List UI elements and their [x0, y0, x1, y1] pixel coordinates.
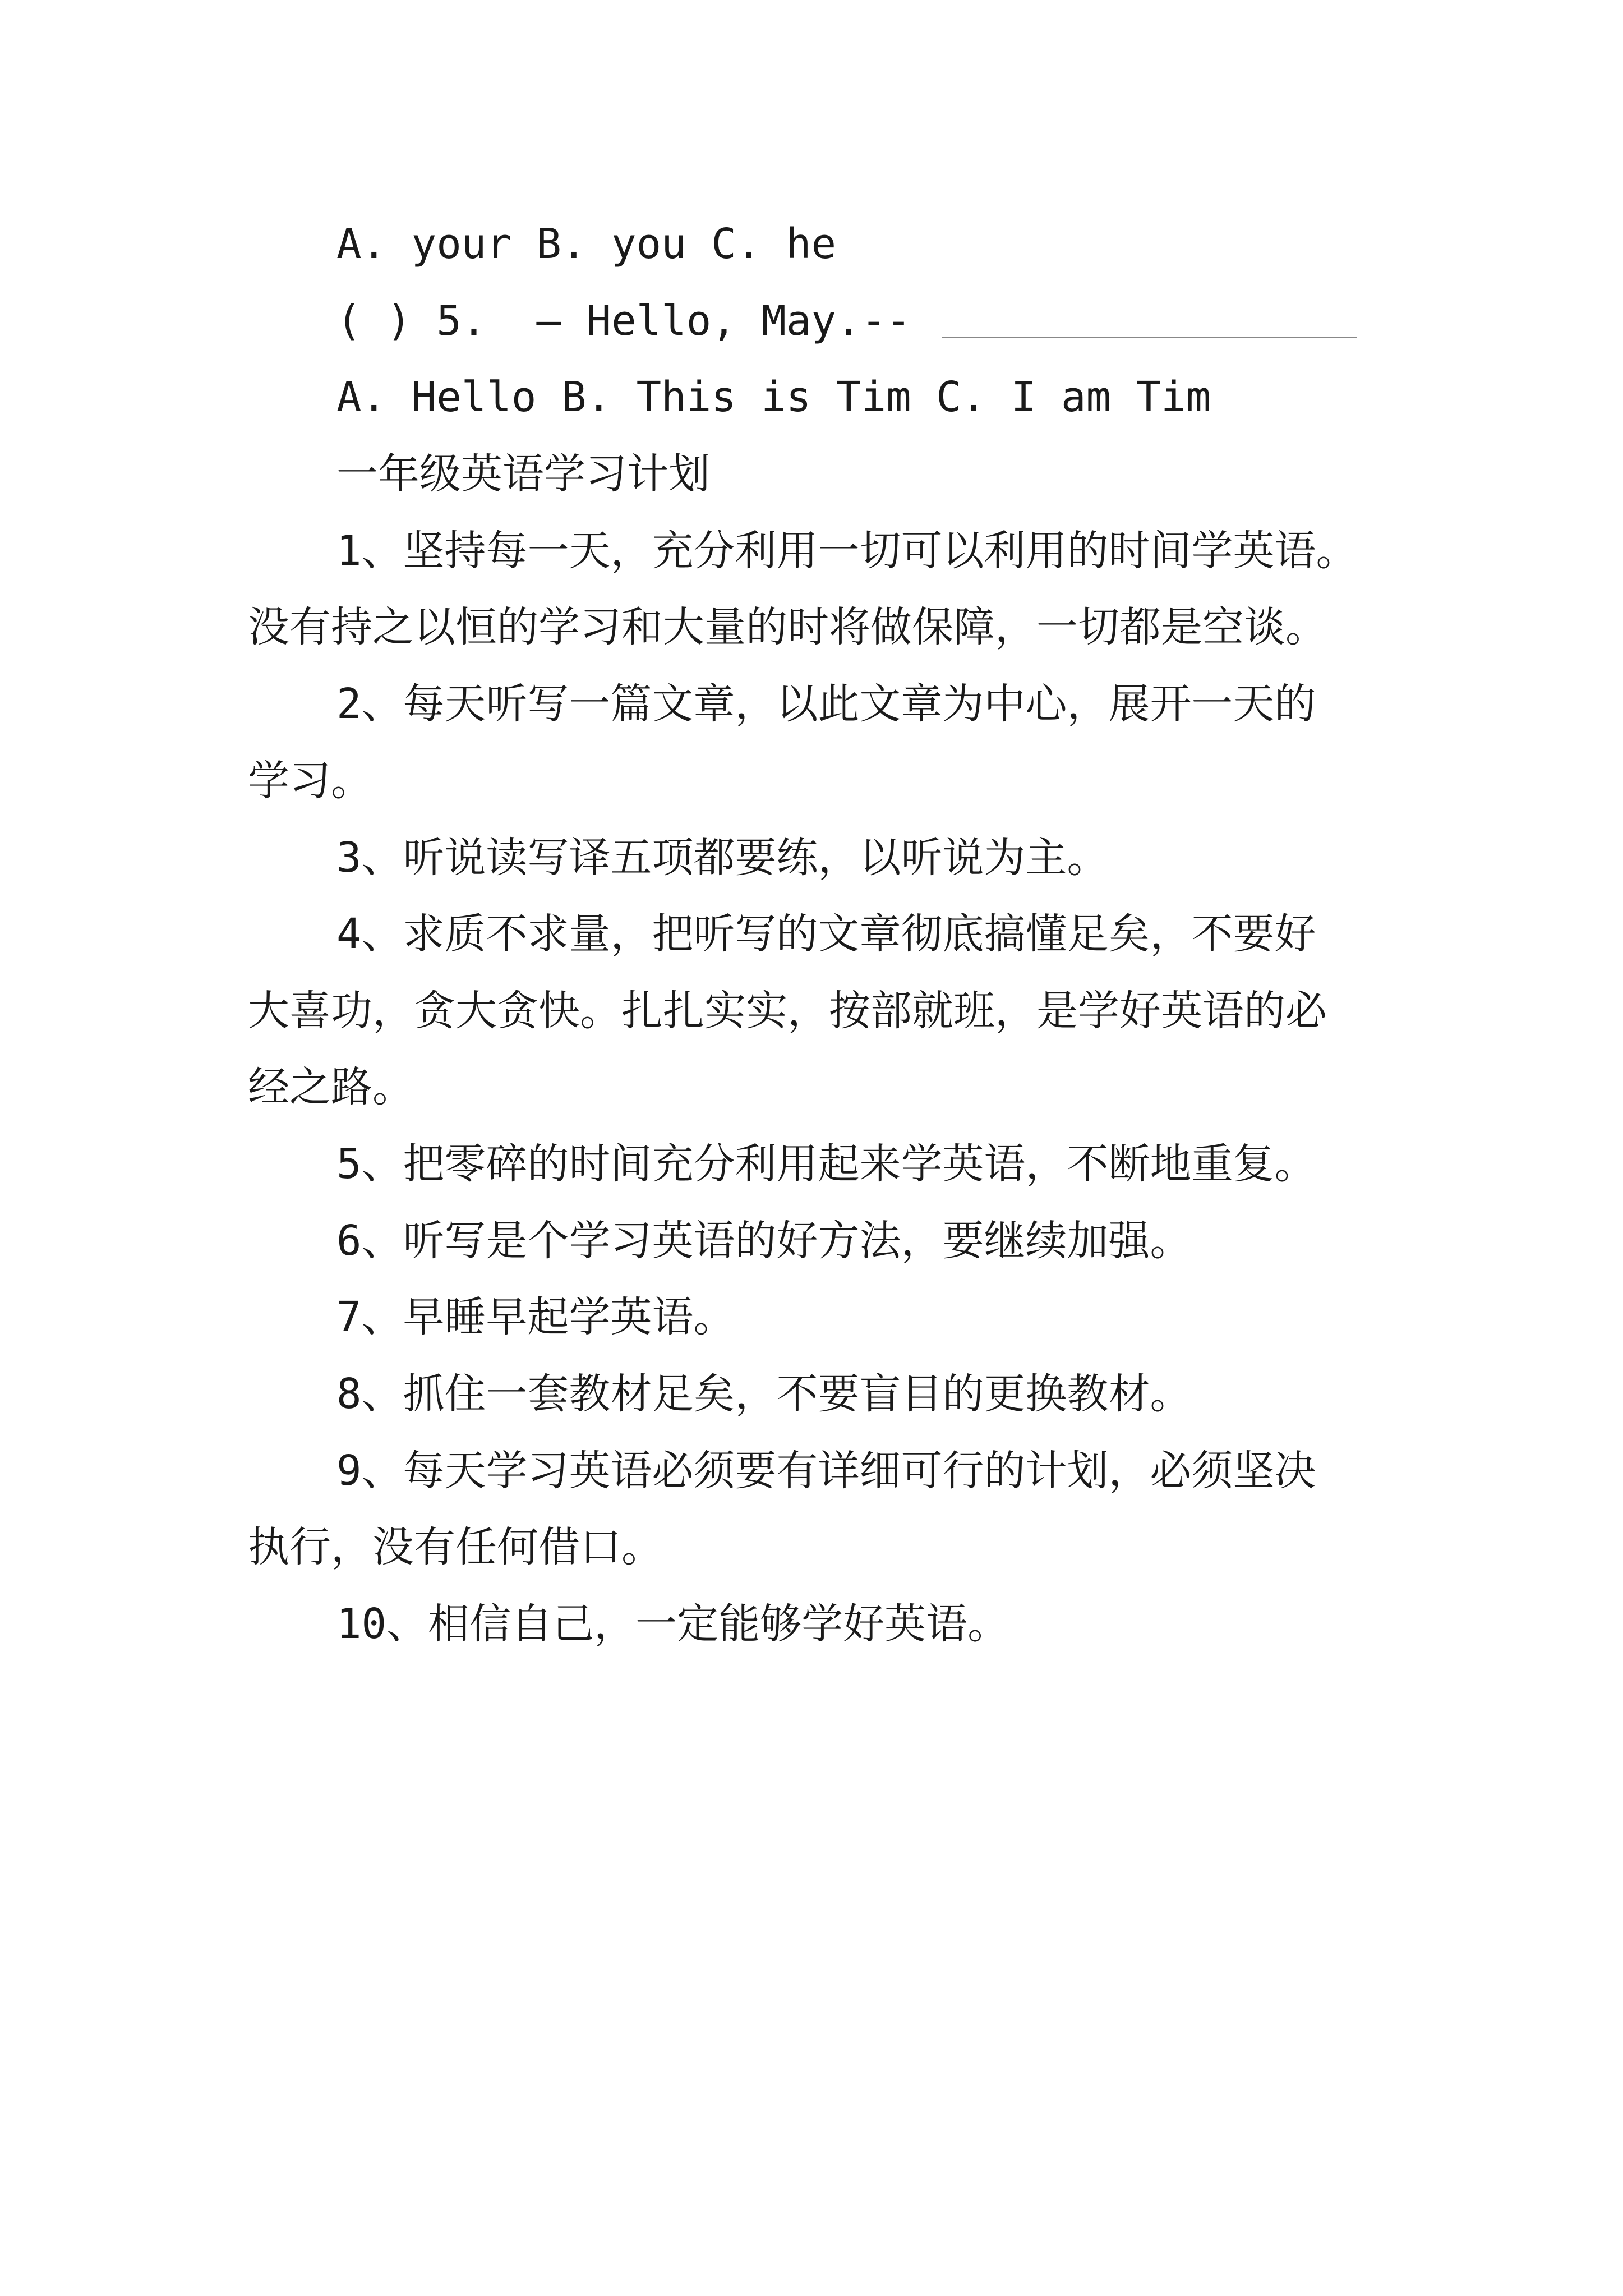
plan-item-6-line1: 6、听写是个学习英语的好方法，要继续加强。 [336, 1217, 1192, 1265]
plan-item-4-line3: 经之路。 [248, 1063, 414, 1111]
plan-item-9-line2: 执行，没有任何借口。 [248, 1523, 663, 1571]
plan-item-3-line1: 3、听说读写译五项都要练，以听说为主。 [336, 834, 1109, 882]
plan-title: 一年级英语学习计划 [336, 450, 710, 498]
plan-item-9-line1: 9、每天学习英语必须要有详细可行的计划，必须坚决 [336, 1447, 1316, 1495]
plan-item-4-line2: 大喜功，贪大贪快。扎扎实实，按部就班，是学好英语的必 [248, 987, 1327, 1035]
plan-item-1-line2: 没有持之以恒的学习和大量的时将做保障，一切都是空谈。 [248, 603, 1327, 651]
plan-item-10-line1: 10、相信自己，一定能够学好英语。 [336, 1600, 1009, 1648]
question5-prompt-text: ( ) 5. – Hello, May.-- [336, 297, 937, 345]
plan-item-2-line2: 学习。 [248, 757, 372, 805]
question4-options: A. your B. you C. he [336, 220, 837, 268]
plan-item-2-line1: 2、每天听写一篇文章，以此文章为中心，展开一天的 [336, 680, 1316, 728]
plan-item-7-line1: 7、早睡早起学英语。 [336, 1293, 735, 1341]
plan-item-5-line1: 5、把零碎的时间充分利用起来学英语，不断地重复。 [336, 1140, 1316, 1188]
plan-item-8-line1: 8、抓住一套教材足矣，不要盲目的更换教材。 [336, 1370, 1192, 1418]
answer-blank[interactable] [942, 334, 1357, 338]
plan-item-4-line1: 4、求质不求量，把听写的文章彻底搞懂足矣，不要好 [336, 910, 1316, 958]
plan-item-1-line1: 1、坚持每一天，充分利用一切可以利用的时间学英语。 [336, 527, 1358, 575]
question5-options: A. Hello B. This is Tim C. I am Tim [336, 373, 1211, 421]
question5-prompt [336, 293, 1357, 349]
